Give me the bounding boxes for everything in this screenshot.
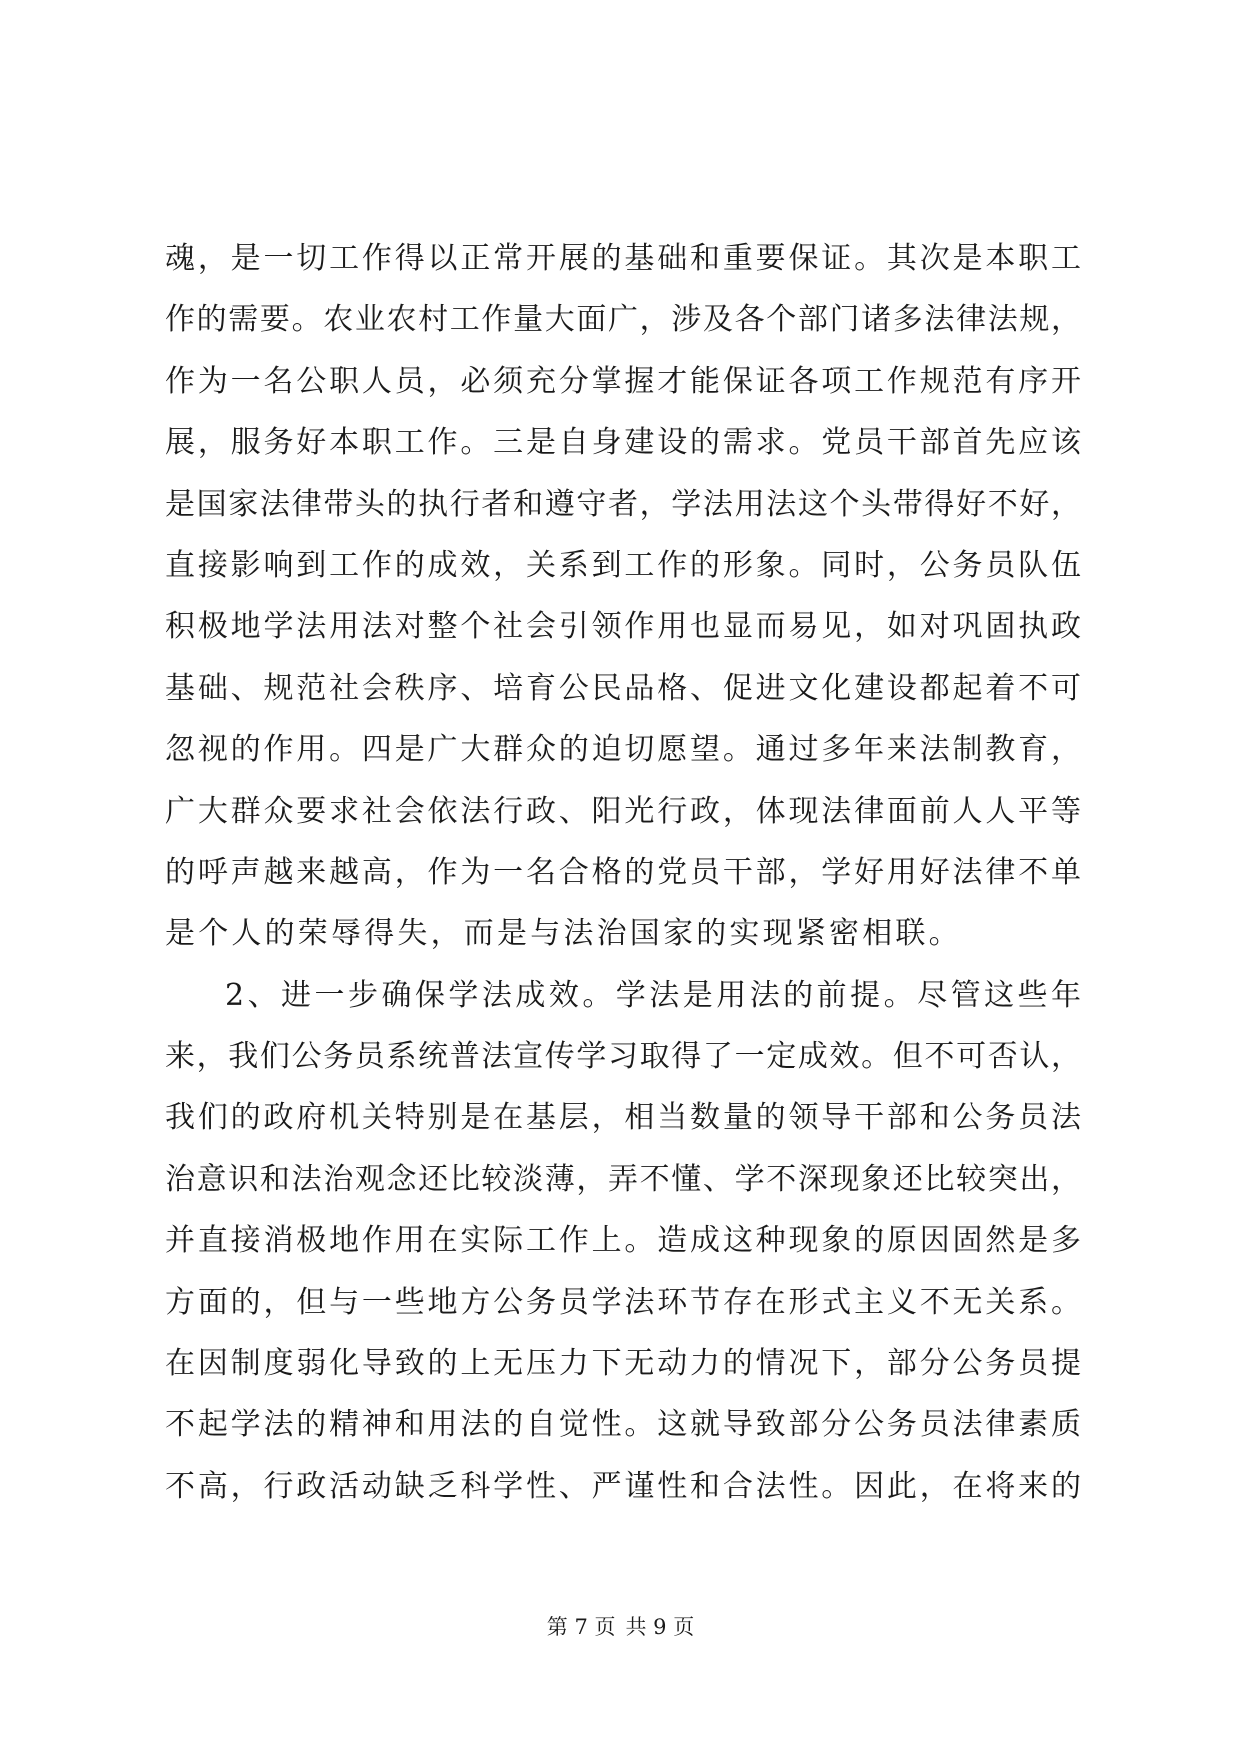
text-line: 展，服务好本职工作。三是自身建设的需求。党员干部首先应该: [165, 425, 1081, 461]
text-line: 广大群众要求社会依法行政、阳光行政，体现法律面前人人平等: [165, 793, 1081, 829]
text-line: 我们的政府机关特别是在基层，相当数量的领导干部和公务员法: [165, 1100, 1081, 1136]
page-footer: [0, 1612, 1241, 1642]
text-line: 是国家法律带头的执行者和遵守者，学法用法这个头带得好不好，: [165, 486, 1081, 522]
text-line: 来，我们公务员系统普法宣传学习取得了一定成效。但不可否认，: [165, 1039, 1081, 1075]
text-line: 治意识和法治观念还比较淡薄，弄不懂、学不深现象还比较突出，: [165, 1161, 1081, 1197]
text-line: 是个人的荣辱得失，而是与法治国家的实现紧密相联。: [165, 916, 962, 952]
text-line: 基础、规范社会秩序、培育公民品格、促进文化建设都起着不可: [165, 670, 1081, 706]
text-line: 积极地学法用法对整个社会引领作用也显而易见，如对巩固执政: [165, 609, 1081, 645]
text-line: 直接影响到工作的成效，关系到工作的形象。同时，公务员队伍: [165, 547, 1081, 583]
text-line: 并直接消极地作用在实际工作上。造成这种现象的原因固然是多: [165, 1223, 1081, 1259]
text-line: 不起学法的精神和用法的自觉性。这就导致部分公务员法律素质: [165, 1407, 1081, 1443]
page-total: 共 9 页: [625, 1615, 695, 1639]
text-line: 作为一名公职人员，必须充分掌握才能保证各项工作规范有序开: [165, 363, 1081, 399]
text-line: 不高，行政活动缺乏科学性、严谨性和合法性。因此，在将来的: [165, 1468, 1081, 1504]
text-line: 方面的，但与一些地方公务员学法环节存在形式主义不无关系。: [165, 1284, 1081, 1320]
text-line: 作的需要。农业农村工作量大面广，涉及各个部门诸多法律法规，: [165, 302, 1081, 338]
text-line: 魂，是一切工作得以正常开展的基础和重要保证。其次是本职工: [165, 241, 1081, 276]
paragraph-start-line: 2、进一步确保学法成效。学法是用法的前提。尽管这些年: [225, 977, 1081, 1013]
text-line: 忽视的作用。四是广大群众的迫切愿望。通过多年来法制教育，: [165, 732, 1081, 768]
text-line: 的呼声越来越高，作为一名合格的党员干部，学好用好法律不单: [165, 854, 1081, 890]
body-text: [165, 228, 1081, 1517]
page-number: 第 7 页: [546, 1615, 616, 1639]
text-line: 在因制度弱化导致的上无压力下无动力的情况下，部分公务员提: [165, 1346, 1081, 1382]
